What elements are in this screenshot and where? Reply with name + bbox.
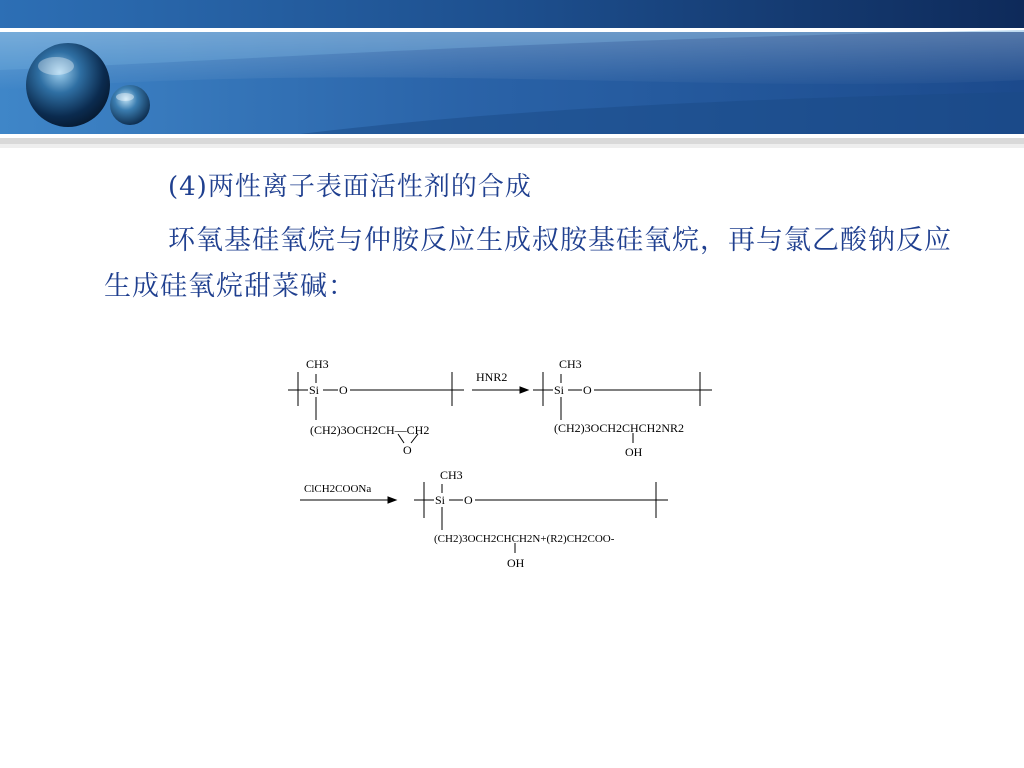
reactant1-epoxy-oxygen: O	[403, 443, 412, 457]
body-paragraph: 环氧基硅氧烷与仲胺反应生成叔胺基硅氧烷，再与氯乙酸钠反应生成硅氧烷甜菜碱：	[104, 225, 952, 302]
reagent-secondary-amine: HNR2	[476, 370, 508, 384]
reagent-sodium-chloroacetate: ClCH2COONa	[304, 483, 372, 495]
product2-methyl: CH3	[440, 468, 463, 482]
product2-oxygen: O	[464, 493, 473, 507]
product2-silicon: Si	[435, 493, 446, 507]
product1-oxygen: O	[583, 383, 592, 397]
reactant1-silicon: Si	[309, 383, 320, 397]
reaction-arrow-1	[472, 387, 528, 393]
product2-chain: (CH2)3OCH2CHCH2N+(R2)CH2COO-	[434, 533, 615, 545]
product1-silicon: Si	[554, 383, 565, 397]
reactant1-chain: (CH2)3OCH2CH—CH2	[310, 423, 430, 437]
section-heading: (4)两性离子表面活性剂的合成	[168, 172, 532, 202]
reactant1-oxygen: O	[339, 383, 348, 397]
reactant1-methyl: CH3	[306, 357, 329, 371]
product1-hydroxyl: OH	[625, 445, 643, 459]
product1-methyl: CH3	[559, 357, 582, 371]
reaction-arrow-2	[300, 497, 396, 503]
reaction-scheme	[280, 350, 720, 580]
product1-chain: (CH2)3OCH2CHCH2NR2	[554, 421, 685, 435]
product2-hydroxyl: OH	[507, 556, 525, 570]
